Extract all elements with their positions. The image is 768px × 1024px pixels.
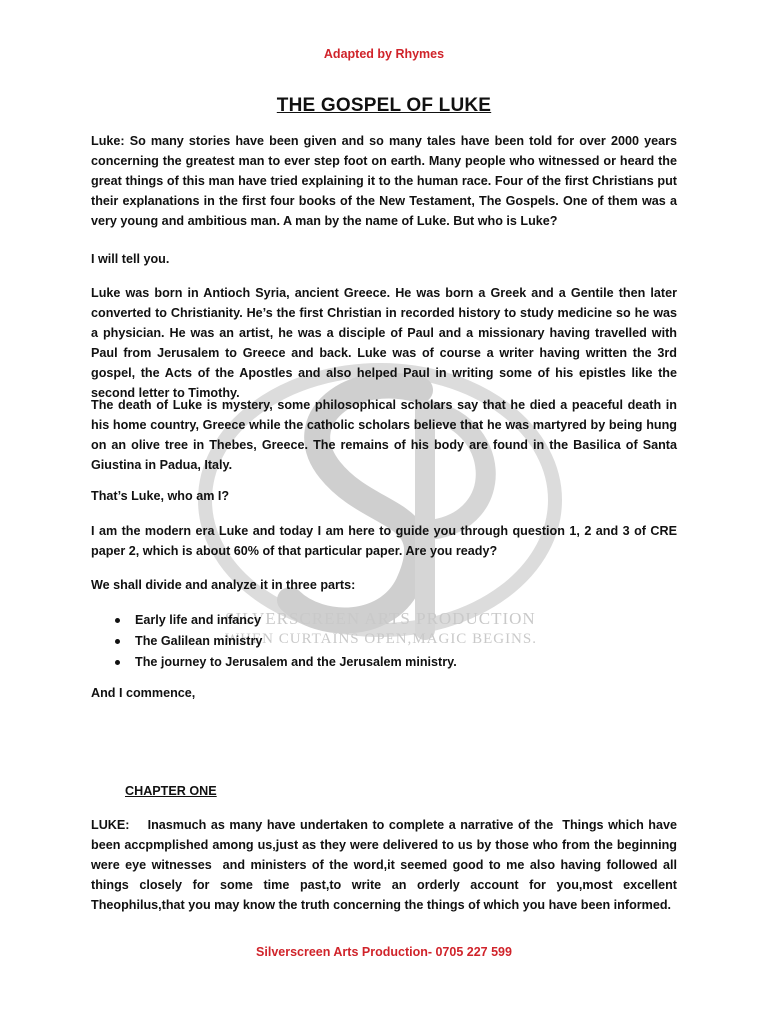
document-title: THE GOSPEL OF LUKE bbox=[276, 95, 492, 116]
list-item: Early life and infancy bbox=[91, 610, 677, 631]
list-item: The Galilean ministry bbox=[91, 631, 677, 652]
list-item: The journey to Jerusalem and the Jerusalem ministry. bbox=[91, 652, 677, 673]
page-footer: Silverscreen Arts Production- 0705 227 599 bbox=[256, 945, 512, 959]
chapter-heading: CHAPTER ONE bbox=[125, 784, 217, 798]
paragraph-birth: Luke was born in Antioch Syria, ancient Greece. He was born a Greek and a Gentile then later converted to Christianity. He’s the first Christian in recorded history to study medicine so he was a physician. He was an artist, he was a disciple of Paul and a missionary having travelled with Paul from Jerusalem to Greece and back. Luke was of course a writer having written the 3rd gospel, the Acts of the Apostles and also helped Paul in writing some of his epistles like the second letter to Timothy. bbox=[91, 286, 677, 400]
bullet-icon bbox=[115, 618, 120, 623]
paragraph-intro: Luke: So many stories have been given and so many tales have been told for over 2000 years concerning the greatest man to ever step foot on earth. Many people who witnessed or heard the great things of this man have tried explaining it to the human race. Four of the first Christians put their explanations in the first four books of the New Testament, The Gospels. One of them was a very young and ambitious man. A man by the name of Luke. But who is Luke? bbox=[91, 134, 677, 228]
paragraph-chapter-one: LUKE: Inasmuch as many have undertaken to complete a narrative of the Things which have been accpmplished among us,just as they were delivered to us by those who from the beginning were eye witnesses and ministers of the word,it seemed good to me also having followed all things closely for some time past,to write an orderly account for you,most excellent Theophilus,that you may know the truth concerning the things of which you have been informed. bbox=[91, 818, 684, 912]
bullet-icon bbox=[115, 660, 120, 665]
parts-list bbox=[91, 610, 677, 673]
paragraph-tell: I will tell you. bbox=[91, 252, 170, 266]
paragraph-modern-luke: I am the modern era Luke and today I am here to guide you through question 1, 2 and 3 of CRE paper 2, which is about 60% of that particular paper. Are you ready? bbox=[91, 524, 677, 558]
paragraph-commence: And I commence, bbox=[91, 686, 196, 700]
paragraph-who: That’s Luke, who am I? bbox=[91, 489, 230, 503]
page-header: Adapted by Rhymes bbox=[323, 47, 445, 61]
watermark-tagline: WHEN CURTAINS OPEN,MAGIC BEGINS. bbox=[225, 631, 537, 647]
paragraph-divide: We shall divide and analyze it in three parts: bbox=[91, 578, 356, 592]
bullet-icon bbox=[115, 639, 120, 644]
paragraph-death: The death of Luke is mystery, some philosophical scholars say that he died a peaceful death in his home country, Greece while the catholic scholars believe that he was martyred by being hung on an olive tree in Thebes, Greece. The remains of his body are found in the Basilica of Santa Giustina in Padua, Italy. bbox=[91, 398, 677, 472]
watermark-title: SILVERSCREEN ARTS PRODUCTION bbox=[225, 609, 536, 628]
